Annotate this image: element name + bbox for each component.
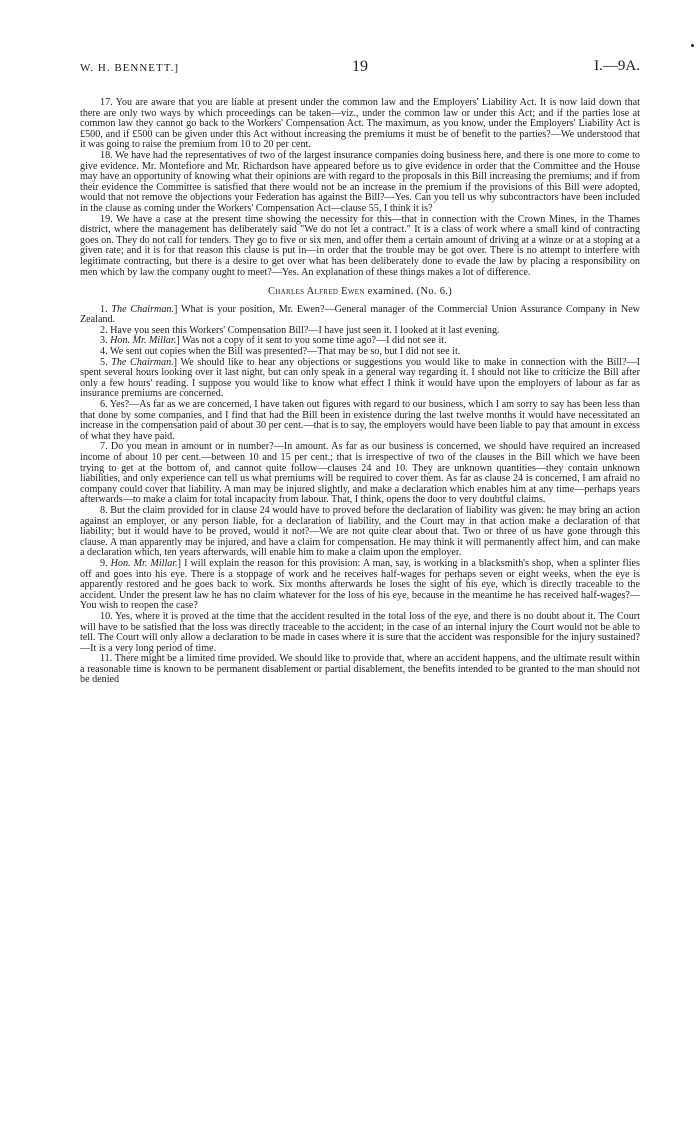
paragraph-text: But the claim provided for in clause 24 would have to proved before the declaration of liability was given: he may bring an action against an employer, or any person liable, for a declaration of liability, and the Court may in that action make a declaration of that liability; but it would have to be proved, would it not?—We are not quite clear about that. Two or three of us have gone through this clause. A man apparently may be injured, and have a claim for compensation. He may think it will permanently affect him, and can make a declaration which, ten years afterwards, will enable him to make a claim upon the employer. <box>80 504 641 559</box>
paragraph-19: 19. We have a case at the present time showing the necessity for this—that in connection with the Crown Mines, in the Thames district, where the management has deliberately said "We do not let a contract." It is a class of work where a small kind of contracting goes on. They do not call for tenders. They go to five or six men, and offer them a certain amount of driving at a winze or at a stoping at a given rate; and it is for that reason this clause is put in—in order that the trouble may be got over. There is no attempt to interfere with legitimate contracting, but there is a desire to get over what has been deliberately done to evade the law by placing a responsibility on men which by law the company ought to meet?—Yes. An explanation of these things makes a lot of difference. <box>80 213 640 278</box>
paragraph-number: 11. <box>100 653 115 665</box>
qa-paragraph <box>80 442 640 506</box>
paragraph-number: 4. <box>100 346 110 358</box>
paragraph-text: Do you mean in amount or in number?—In amount. As far as our business is concerned, we should have required an increased income of about 10 per cent.—between 10 and 15 per cent.; that is irrespective of two of the clauses in the Bill which we have been trying to get at the bottom of, and cannot quite follow—clauses 24 and 10. They are unknown quantities—they contain unknown liabilities, and only experience can tell us what premiums will be required to cover them. As far as clause 24 is concerned, I am afraid no company could cover that liability. A man may be injured slightly, and make a declaration which enables him at any time—perhaps years afterwards—to make a claim for total incapacity from labour. That, I think, opens the door to very doubtful claims. <box>80 441 641 506</box>
paragraph-text: What is your position, Mr. Ewen?—General manager of the Commercial Union Assurance Company in New Zealand. <box>80 303 640 326</box>
document-page <box>80 58 640 686</box>
paragraph-text: We should like to hear any objections or suggestions you would like to make in connection with the Bill?—I spent several hours looking over it last night, but can only speak in a general way regarding it. I should not like to criticize the Bill after only a few hours' reading. I suppose you would like to know what effect I think it would have upon the employers of labour as far as insurance premiums are concerned. <box>80 356 640 400</box>
paragraph-number: 2. <box>100 324 111 336</box>
paragraph-text: Have you seen this Workers' Compensation Bill?—I have just seen it. I looked at it last evening. <box>110 324 500 336</box>
witness-heading <box>80 287 640 298</box>
paragraph-text: Yes, where it is proved at the time that the accident resulted in the total loss of the eye, and there is no doubt about it. The Court will have to be satisfied that the loss was directly traceable to the accident; in the case of an internal injury the Court would not be able to tell. The Court will only allow a declaration to be made in cases where it is sure that the accident was responsible for the injury sustained?—It is a very long period of time. <box>80 610 640 654</box>
margin-mark <box>691 44 694 47</box>
paragraph-text: Yes?—As far as we are concerned, I have taken out figures with regard to our business, which I am sorry to say has been less than that done by some companies, and I find that had the Bill been in existence during the last twelve months it would have necessitated an increase in the compensation paid of about 30 per cent.—that is to say, the employers would have been liable to pay that amount in excess of what they have paid. <box>80 399 640 442</box>
qa-paragraph: 9. Hon. Mr. Millar.] I will explain the reason for this provision: A man, say, is working in a blacksmith's shop, when a splinter flies off and goes into his eye. There is a stoppage of work and he receives half-wages for perhaps seven or eight weeks, when the eye is apparently restored and he goes back to work. Six months afterwards he loses the sight of his eye, which is directly traceable to the accident. Under the present law he has no claim whatever for the loss of his eye, because in the meantime he has received half-wages?—You wish to reopen the case? <box>80 557 640 612</box>
qa-paragraph <box>80 400 640 442</box>
qa-paragraph <box>80 654 640 686</box>
qa-paragraph <box>80 506 640 559</box>
paragraph-number: 7. <box>100 441 111 453</box>
paragraph-17: 17. You are aware that you are liable at present under the common law and the Employers' Liability Act. It is now laid down that there are only two ways by which proceedings can be taken—viz., under the common law or under this Act; and if the parties lose at common law they cannot go back to the Workers' Compensation Act. The maximum, as you know, under the Employers' Liability Act is £500, and if £500 can be given under this Act without increasing the premiums it must be of benefit to the parties?—We understood that it was going to raise the premium from 10 to 20 per cent. <box>80 97 640 151</box>
document-reference: I.—9A. <box>594 58 640 74</box>
paragraph-text: There might be a limited time provided. We should like to provide that, where an accident happens, and the ultimate result within a reasonable time is known to be permanent disablement or partial disablement, the benefits intended to be granted to the man should not be denied <box>80 653 640 686</box>
speaker-name: The Chairman. <box>111 303 175 315</box>
qa-paragraph: 1. The Chairman.] What is your position, Mr. Ewen?—General manager of the Commercial Union Assurance Company in New Zealand. <box>80 303 640 326</box>
paragraph-text: Was not a copy of it sent to you some time ago?—I did not see it. <box>181 335 447 347</box>
speaker-name: Hon. Mr. Millar. <box>110 557 178 569</box>
paragraph-text: I will explain the reason for this provision: A man, say, is working in a blacksmith's shop, when a splinter flies off and goes into his eye. There is a stoppage of work and he receives half-wages for perhaps seven or eight weeks, when the eye is apparently restored and he goes back to work. Six months afterwards he loses the sight of his eye, which is directly traceable to the accident. Under the present law he has no claim whatever for the loss of his eye, because in the meantime he has received half-wages?—You wish to reopen the case? <box>80 557 640 612</box>
qa-paragraph <box>80 612 640 654</box>
paragraph-number: 6. <box>100 399 110 411</box>
header-witness-name: W. H. BENNETT.] <box>80 62 180 74</box>
paragraph-number: 1. <box>100 303 112 315</box>
paragraph-number: 9. <box>100 557 111 569</box>
witness-name: Charles Alfred Ewen <box>267 286 365 298</box>
page-number: 19 <box>352 58 368 75</box>
paragraph-number: 8. <box>100 504 111 516</box>
speaker-name: The Chairman. <box>111 356 174 368</box>
paragraph-number: 10. <box>100 610 116 622</box>
speaker-name: Hon. Mr. Millar. <box>110 335 177 347</box>
document-body <box>80 98 640 686</box>
qa-paragraph: 5. The Chairman.] We should like to hear any objections or suggestions you would like to make in connection with the Bill?—I spent several hours looking over it last night, but can only speak in a general way regarding it. I should not like to criticize the Bill after only a few hours' reading. I suppose you would like to know what effect I think it would have upon the employers of labour as far as insurance premiums are concerned. <box>80 356 640 400</box>
paragraph-number: 3. <box>100 335 111 347</box>
page-header <box>80 58 640 80</box>
paragraph-18: 18. We have had the representatives of two of the largest insurance companies doing business here, and there is one more to come to give evidence. Mr. Montefiore and Mr. Richardson have appeared before us to give evidence in order that the Committee and the House may have an opportunity of knowing what their opinions are with regard to the proposals in this Bill increasing the premiums; and if from their evidence the Committee is satisfied that there would not be an increase in the premium if the provisions of this Bill were adopted, would that not remove the objections your Federation has against the Bill?—Yes. Can you tell us why subcontractors have been included in the clause as coming under the Workers' Compensation Act—clause 55, I think it is? <box>80 149 640 214</box>
paragraph-text: We sent out copies when the Bill was presented?—That may be so, but I did not see it. <box>109 346 461 358</box>
witness-heading-suffix: examined. (No. 6.) <box>367 286 453 298</box>
qa-paragraph: 3. Hon. Mr. Millar.] Was not a copy of it sent to you some time ago?—I did not see it. <box>100 335 447 347</box>
paragraph-number: 5. <box>100 356 112 368</box>
question-answer-list <box>80 305 640 686</box>
